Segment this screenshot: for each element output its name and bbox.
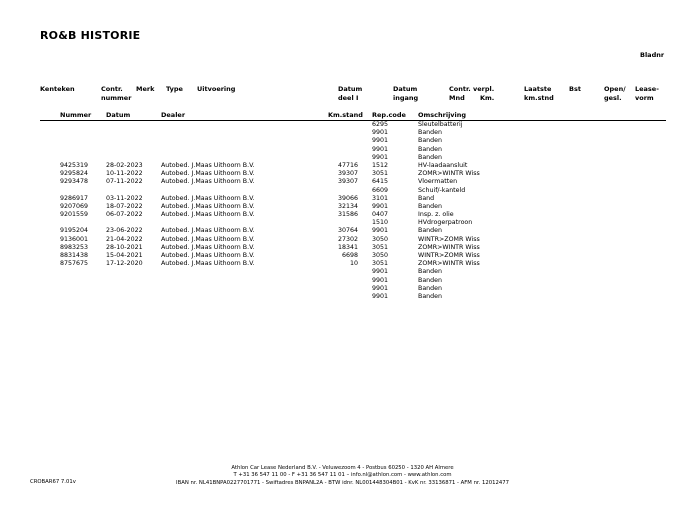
header-laatste-line2: km.stnd — [524, 94, 554, 102]
cell-nummer: 8983253 — [60, 243, 89, 251]
cell-kmstand: 10 — [349, 260, 358, 268]
table-row — [0, 268, 685, 276]
cell-dealer: Autobed. J.Maas Uithoorn B.V. — [161, 202, 255, 210]
table-row — [0, 285, 685, 293]
table-row — [0, 170, 685, 178]
cell-repcode: 3051 — [372, 170, 389, 178]
cell-kmstand: 31586 — [337, 211, 358, 219]
cell-dealer: Autobed. J.Maas Uithoorn B.V. — [161, 252, 255, 259]
table-row — [0, 162, 685, 170]
cell-repcode: 0407 — [372, 211, 389, 219]
table-row — [0, 187, 685, 195]
cell-nummer: 8757675 — [60, 260, 89, 268]
table-row — [0, 211, 685, 219]
table-row — [0, 195, 685, 203]
cell-dealer: Autobed. J.Maas Uithoorn B.V. — [161, 161, 255, 169]
cell-omschrijving: HVdrogerpatroon — [418, 219, 473, 227]
cell-datum: 10-11-2022 — [106, 170, 143, 178]
header-datum-deel-line2: deel I — [338, 94, 359, 102]
cell-omschrijving: Banden — [418, 268, 443, 276]
cell-kmstand: 47716 — [337, 161, 358, 169]
header-contr-line2: nummer — [101, 94, 132, 102]
column-omschrijving: Omschrijving — [418, 111, 467, 119]
cell-nummer: 8831438 — [60, 252, 89, 259]
table-row — [0, 227, 685, 235]
cell-omschrijving: WINTR>ZOMR Wiss — [418, 235, 480, 243]
cell-nummer: 9425319 — [60, 161, 89, 169]
table-row — [0, 178, 685, 186]
page-number-label: Bladnr — [640, 51, 665, 59]
header-contr-line1: Contr. — [101, 85, 123, 93]
table-row — [0, 146, 685, 154]
cell-nummer: 9195204 — [60, 227, 89, 235]
table-row — [0, 293, 685, 301]
cell-datum: 23-06-2022 — [106, 227, 143, 235]
table-row — [0, 203, 685, 211]
header-datum-deel — [338, 85, 362, 103]
form-code: CROBAR67 7.01v — [30, 479, 76, 485]
cell-nummer: 9207069 — [60, 202, 89, 210]
header-datum-ingang — [393, 85, 418, 103]
cell-omschrijving: ZOMR>WINTR Wiss — [418, 260, 480, 268]
cell-datum: 17-12-2020 — [106, 260, 143, 268]
table-row — [0, 137, 685, 145]
header-lease-line1: Lease- — [635, 85, 659, 93]
cell-dealer: Autobed. J.Maas Uithoorn B.V. — [161, 227, 255, 235]
cell-kmstand: 30764 — [337, 227, 358, 235]
cell-datum: 03-11-2022 — [106, 194, 143, 202]
cell-dealer: Autobed. J.Maas Uithoorn B.V. — [161, 194, 255, 202]
page-title: RO&B HISTORIE — [40, 29, 141, 42]
cell-omschrijving: Banden — [418, 227, 443, 235]
header-contr-nummer — [101, 85, 131, 103]
cell-repcode: 3050 — [372, 252, 389, 259]
header-laatste-kmstand — [524, 85, 554, 103]
column-kmstand: Km.stand — [328, 111, 363, 119]
table-row — [0, 219, 685, 227]
cell-repcode: 6609 — [372, 186, 389, 194]
cell-datum: 15-04-2021 — [106, 252, 143, 259]
header-merk: Merk — [136, 85, 155, 93]
cell-repcode: 9901 — [372, 145, 389, 153]
cell-datum: 07-11-2022 — [106, 178, 143, 186]
cell-nummer: 9293478 — [60, 178, 89, 186]
cell-omschrijving: Insp. z. olie — [418, 211, 454, 219]
cell-nummer: 9286917 — [60, 194, 89, 202]
cell-kmstand: 18341 — [337, 243, 358, 251]
cell-repcode: 9901 — [372, 276, 389, 284]
cell-omschrijving: Vloermatten — [418, 178, 458, 186]
cell-omschrijving: Banden — [418, 276, 443, 284]
header-datum-deel-line1: Datum — [338, 85, 363, 93]
cell-omschrijving: Band — [418, 194, 435, 202]
table-row — [0, 244, 685, 252]
cell-omschrijving: Banden — [418, 292, 443, 300]
cell-omschrijving: Banden — [418, 129, 443, 137]
cell-omschrijving: WINTR>ZOMR Wiss — [418, 252, 480, 259]
table-row — [0, 260, 685, 268]
footer-contact: T +31 36 547 11 00 - F +31 36 547 11 01 – info.nl@athlon.com - www.athlon.com — [233, 472, 452, 478]
cell-omschrijving: HV-laadaansluit — [418, 161, 468, 169]
column-nummer: Nummer — [60, 111, 92, 119]
table-row — [0, 154, 685, 162]
cell-kmstand: 6698 — [341, 252, 358, 259]
header-kenteken: Kenteken — [40, 85, 75, 93]
cell-datum: 28-02-2023 — [106, 161, 143, 169]
cell-repcode: 9901 — [372, 292, 389, 300]
table-row — [0, 252, 685, 260]
table-row — [0, 236, 685, 244]
header-type: Type — [166, 85, 183, 93]
cell-kmstand: 32134 — [337, 202, 358, 210]
header-open-gesl — [604, 85, 626, 103]
cell-dealer: Autobed. J.Maas Uithoorn B.V. — [161, 211, 255, 219]
cell-repcode: 1510 — [372, 219, 389, 227]
footer-address: Athlon Car Lease Nederland B.V. - Veluwezoom 4 - Postbus 60250 - 1320 AH Almere — [231, 465, 454, 471]
cell-repcode: 9901 — [372, 137, 389, 145]
cell-dealer: Autobed. J.Maas Uithoorn B.V. — [161, 170, 255, 178]
table-row — [0, 277, 685, 285]
cell-omschrijving: ZOMR>WINTR Wiss — [418, 243, 480, 251]
cell-datum: 28-10-2021 — [106, 243, 143, 251]
cell-repcode: 9901 — [372, 268, 389, 276]
cell-nummer: 9201559 — [60, 211, 89, 219]
cell-repcode: 3101 — [372, 194, 389, 202]
header-datum-ingang-line2: ingang — [393, 94, 419, 102]
cell-nummer: 9136001 — [60, 235, 89, 243]
table-row — [0, 129, 685, 137]
table-row — [0, 121, 685, 129]
cell-repcode: 9901 — [372, 227, 389, 235]
header-open-line1: Open/ — [604, 85, 626, 93]
cell-repcode: 9901 — [372, 202, 389, 210]
cell-repcode: 3051 — [372, 260, 389, 268]
cell-kmstand: 39066 — [337, 194, 358, 202]
cell-nummer: 9295824 — [60, 170, 89, 178]
header-mnd: Mnd — [449, 94, 465, 102]
header-lease-vorm — [635, 85, 659, 103]
cell-repcode: 6415 — [372, 178, 389, 186]
cell-repcode: 9901 — [372, 153, 389, 161]
cell-omschrijving: ZOMR>WINTR Wiss — [418, 170, 480, 178]
cell-repcode: 3050 — [372, 235, 389, 243]
column-dealer: Dealer — [161, 111, 186, 119]
cell-omschrijving: Banden — [418, 153, 443, 161]
header-contr-verpl: Contr. verpl. — [449, 85, 495, 93]
header-uitvoering: Uitvoering — [197, 85, 236, 93]
header-lease-line2: vorm — [635, 94, 654, 102]
cell-repcode: 3051 — [372, 243, 389, 251]
cell-repcode: 9901 — [372, 284, 389, 292]
cell-omschrijving: Schuif/-kanteld — [418, 186, 466, 194]
cell-omschrijving: Sleutelbatterij — [418, 121, 463, 128]
cell-dealer: Autobed. J.Maas Uithoorn B.V. — [161, 235, 255, 243]
cell-repcode: 1512 — [372, 161, 389, 169]
column-repcode: Rep.code — [372, 111, 406, 119]
cell-omschrijving: Banden — [418, 284, 443, 292]
cell-repcode: 6295 — [372, 121, 389, 128]
cell-datum: 21-04-2022 — [106, 235, 143, 243]
cell-kmstand: 27302 — [337, 235, 358, 243]
cell-kmstand: 39307 — [337, 178, 358, 186]
cell-kmstand: 39307 — [337, 170, 358, 178]
header-laatste-line1: Laatste — [524, 85, 552, 93]
cell-dealer: Autobed. J.Maas Uithoorn B.V. — [161, 243, 255, 251]
header-bst: Bst — [569, 85, 581, 93]
cell-dealer: Autobed. J.Maas Uithoorn B.V. — [161, 178, 255, 186]
cell-datum: 06-07-2022 — [106, 211, 143, 219]
header-km: Km. — [480, 94, 495, 102]
cell-datum: 18-07-2022 — [106, 202, 143, 210]
footer-bank: IBAN nr. NL41BNPA0227701771 - Swiftadres BNPANL2A - BTW idnr. NL001448304B01 - KvK nr. 33136871 - AFM nr. 12012477 — [176, 480, 509, 486]
cell-omschrijving: Banden — [418, 145, 443, 153]
cell-dealer: Autobed. J.Maas Uithoorn B.V. — [161, 260, 255, 268]
header-open-line2: gesl. — [604, 94, 622, 102]
cell-repcode: 9901 — [372, 129, 389, 137]
column-datum: Datum — [106, 111, 131, 119]
history-table — [0, 121, 685, 301]
cell-omschrijving: Banden — [418, 202, 443, 210]
header-datum-ingang-line1: Datum — [393, 85, 418, 93]
cell-omschrijving: Banden — [418, 137, 443, 145]
